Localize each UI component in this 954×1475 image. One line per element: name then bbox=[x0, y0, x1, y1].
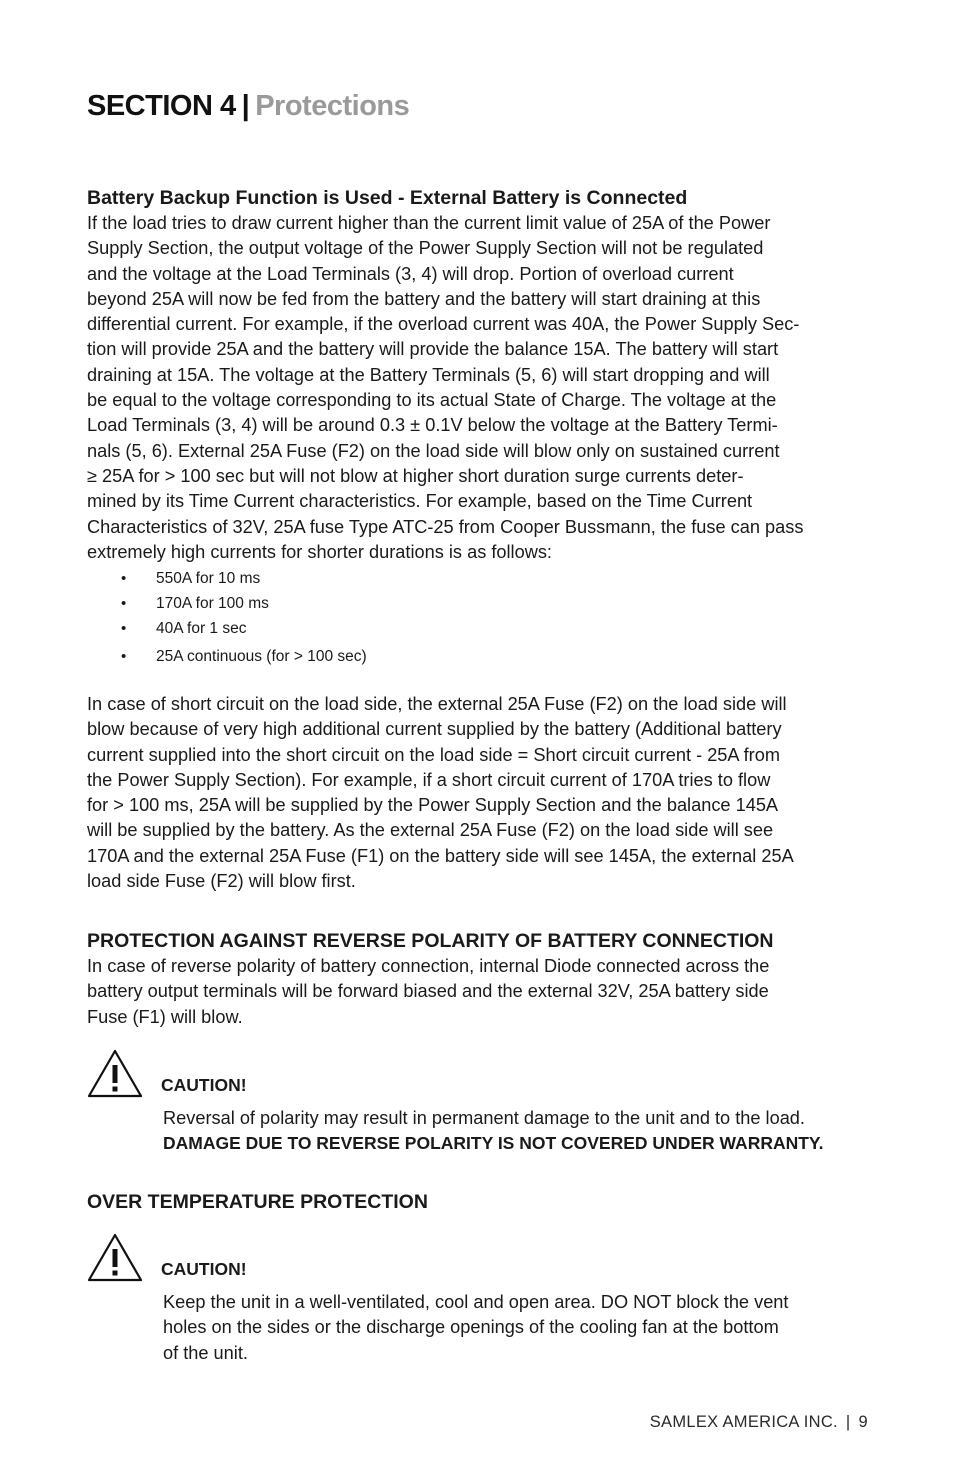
caution-line: Keep the unit in a well-ventilated, cool and open area. DO NOT block the vent bbox=[163, 1292, 789, 1312]
footer-separator: | bbox=[845, 1413, 851, 1431]
list-item: • 25A continuous (for > 100 sec) bbox=[121, 644, 367, 669]
section-number: SECTION 4 bbox=[87, 90, 236, 122]
paragraph-line: 170A and the external 25A Fuse (F1) on the battery side will see 145A, the external 25A bbox=[87, 845, 794, 866]
paragraph-line: beyond 25A will now be fed from the battery and the battery will start draining at this bbox=[87, 288, 761, 309]
paragraph-line: be equal to the voltage corresponding to its actual State of Charge. The voltage at the bbox=[87, 390, 777, 411]
paragraph-line: In case of reverse polarity of battery connection, internal Diode connected across the bbox=[87, 956, 770, 976]
paragraph-line: load side Fuse (F2) will blow first. bbox=[87, 871, 356, 892]
battery-backup-paragraph bbox=[87, 211, 872, 565]
list-item: • 40A for 1 sec bbox=[121, 616, 367, 641]
list-item: • 550A for 10 ms bbox=[121, 566, 367, 591]
paragraph-line: battery output terminals will be forward biased and the external 32V, 25A battery side bbox=[87, 981, 769, 1002]
paragraph-line: tion will provide 25A and the battery will provide the balance 15A. The battery will start bbox=[87, 339, 779, 360]
paragraph-line: blow because of very high additional current supplied by the battery (Additional battery bbox=[87, 719, 782, 740]
company-name: SAMLEX AMERICA INC. bbox=[649, 1413, 838, 1431]
warranty-warning: DAMAGE DUE TO REVERSE POLARITY IS NOT COVERED UNDER WARRANTY. bbox=[163, 1133, 824, 1154]
fuse-characteristics-list bbox=[121, 566, 367, 669]
paragraph-line: If the load tries to draw current higher than the current limit value of 25A of the Power bbox=[87, 213, 771, 233]
paragraph-line: extremely high currents for shorter durations is as follows: bbox=[87, 541, 552, 562]
paragraph-line: for > 100 ms, 25A will be supplied by the Power Supply Section and the balance 145A bbox=[87, 795, 779, 816]
reverse-polarity-section bbox=[87, 929, 872, 1030]
caution-title: CAUTION! bbox=[161, 1259, 247, 1279]
page-title bbox=[87, 86, 409, 126]
paragraph-line: In case of short circuit on the load side, the external 25A Fuse (F2) on the load side will bbox=[87, 694, 787, 714]
paragraph-line: the Power Supply Section). For example, if a short circuit current of 170A tries to flow bbox=[87, 769, 771, 790]
paragraph-line: differential current. For example, if the overload current was 40A, the Power Supply Sec- bbox=[87, 314, 800, 335]
section-title: Protections bbox=[255, 90, 410, 122]
paragraph-line: draining at 15A. The voltage at the Battery Terminals (5, 6) will start dropping and will bbox=[87, 364, 770, 385]
reverse-polarity-caution bbox=[87, 1048, 887, 1168]
warning-triangle-icon bbox=[87, 1232, 143, 1282]
warning-triangle-icon bbox=[87, 1048, 143, 1098]
reverse-polarity-heading: PROTECTION AGAINST REVERSE POLARITY OF BATTERY CONNECTION bbox=[87, 930, 774, 952]
over-temperature-heading: OVER TEMPERATURE PROTECTION bbox=[87, 1191, 428, 1213]
paragraph-line: nals (5, 6). External 25A Fuse (F2) on the load side will blow only on sustained current bbox=[87, 440, 780, 461]
list-item: • 170A for 100 ms bbox=[121, 591, 367, 616]
caution-line: of the unit. bbox=[163, 1342, 248, 1363]
caution-line: Reversal of polarity may result in permanent damage to the unit and to the load. bbox=[163, 1108, 805, 1128]
reverse-polarity-paragraph bbox=[87, 954, 872, 1030]
paragraph-line: Supply Section, the output voltage of the Power Supply Section will not be regulated bbox=[87, 238, 764, 259]
paragraph-line: current supplied into the short circuit on the load side = Short circuit current - 25A from bbox=[87, 744, 780, 765]
caution-text bbox=[163, 1290, 788, 1366]
paragraph-line: Characteristics of 32V, 25A fuse Type ATC-25 from Cooper Bussmann, the fuse can pass bbox=[87, 516, 804, 537]
paragraph-line: ≥ 25A for > 100 sec but will not blow at higher short duration surge currents deter- bbox=[87, 465, 744, 486]
over-temperature-caution bbox=[87, 1232, 887, 1372]
short-circuit-paragraph bbox=[87, 692, 872, 894]
caution-title: CAUTION! bbox=[161, 1075, 247, 1095]
battery-backup-section bbox=[87, 186, 872, 565]
over-temperature-section bbox=[87, 1190, 872, 1215]
caution-text bbox=[163, 1106, 824, 1157]
paragraph-line: mined by its Time Current characteristics. For example, based on the Time Current bbox=[87, 491, 753, 512]
caution-line: holes on the sides or the discharge openings of the cooling fan at the bottom bbox=[163, 1317, 779, 1338]
short-circuit-section bbox=[87, 692, 872, 894]
paragraph-line: and the voltage at the Load Terminals (3, 4) will drop. Portion of overload current bbox=[87, 263, 734, 284]
paragraph-line: Fuse (F1) will blow. bbox=[87, 1006, 243, 1027]
page-footer bbox=[650, 1413, 868, 1432]
battery-backup-heading: Battery Backup Function is Used - External Battery is Connected bbox=[87, 187, 688, 209]
title-separator: | bbox=[241, 90, 250, 122]
paragraph-line: will be supplied by the battery. As the external 25A Fuse (F2) on the load side will see bbox=[87, 820, 774, 841]
page-number: 9 bbox=[858, 1413, 868, 1431]
paragraph-line: Load Terminals (3, 4) will be around 0.3 ± 0.1V below the voltage at the Battery Termi- bbox=[87, 415, 778, 436]
